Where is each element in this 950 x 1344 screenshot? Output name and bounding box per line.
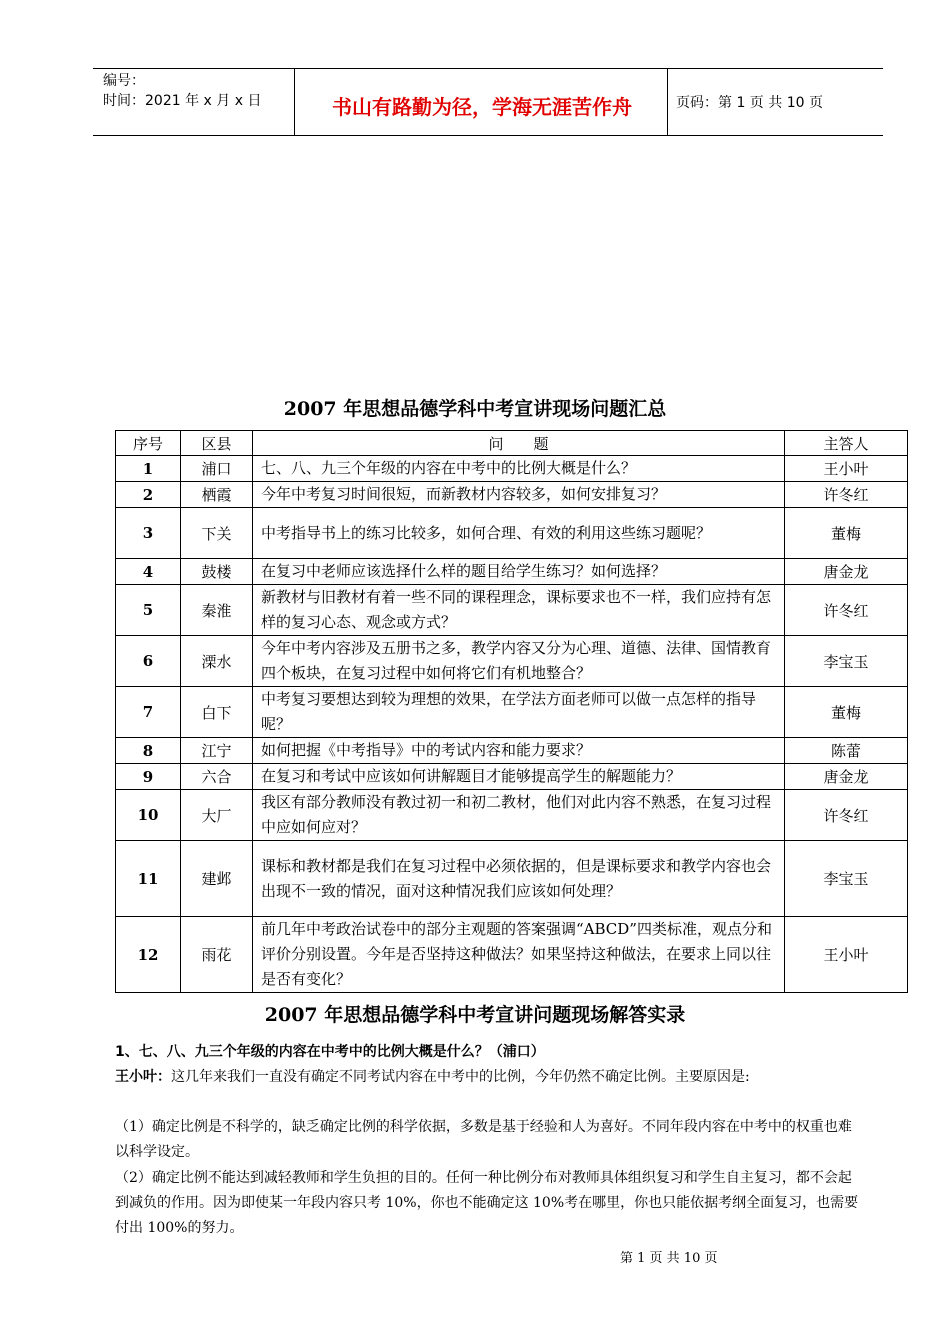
- row-district: 秦淮: [181, 585, 253, 636]
- row-district: 建邺: [181, 841, 253, 917]
- header-page-info: 页码：第 1 页 共 10 页: [676, 95, 823, 111]
- row-answerer: 王小叶: [785, 456, 908, 482]
- answer-paragraph: [115, 1065, 865, 1090]
- answer-paragraph: （2）确定比例不能达到减轻教师和学生负担的目的。任何一种比例分布对教师具体组织复习和学生自主复习，都不会起到减负的作用。因为即使某一年段内容只考 10%，你也不能确定这 10%考在哪里，你也只能依据考纲全面复习，也需要付出 100%的努力。: [115, 1170, 859, 1236]
- row-num: 9: [116, 764, 181, 790]
- table-row: [116, 764, 908, 790]
- table-row: [116, 790, 908, 841]
- table-row: [116, 482, 908, 508]
- row-question: 今年中考内容涉及五册书之多，教学内容又分为心理、道德、法律、国情教育四个板块，在复习过程中如何将它们有机地整合？: [253, 636, 785, 687]
- row-question: 课标和教材都是我们在复习过程中必须依据的，但是课标要求和教学内容也会出现不一致的情况，面对这种情况我们应该如何处理？: [253, 841, 785, 917]
- page-footer: 第 1 页 共 10 页: [620, 1251, 718, 1266]
- row-num: 2: [116, 482, 181, 508]
- row-district: 下关: [181, 508, 253, 559]
- row-district: 大厂: [181, 790, 253, 841]
- table-header-row: [116, 431, 908, 456]
- row-answerer: 许冬红: [785, 790, 908, 841]
- row-answerer: 董梅: [785, 508, 908, 559]
- row-question: 中考指导书上的练习比较多，如何合理、有效的利用这些练习题呢？: [253, 508, 785, 559]
- transcript-title: 2007 年思想品德学科中考宣讲问题现场解答实录: [264, 1004, 686, 1026]
- row-question: 我区有部分教师没有教过初一和初二教材，他们对此内容不熟悉，在复习过程中应如何应对？: [253, 790, 785, 841]
- row-question: 在复习和考试中应该如何讲解题目才能够提高学生的解题能力？: [253, 764, 785, 790]
- speaker-name: 王小叶：: [115, 1069, 171, 1085]
- header-motto: 书山有路勤为径，学海无涯苦作舟: [332, 95, 632, 119]
- header-num: 序号: [116, 431, 181, 456]
- row-num: 5: [116, 585, 181, 636]
- row-answerer: 唐金龙: [785, 764, 908, 790]
- answer-paragraph: （1）确定比例是不科学的，缺乏确定比例的科学依据，多数是基于经验和人为喜好。不同年段内容在中考中的权重也难以科学设定。: [115, 1119, 852, 1160]
- row-num: 4: [116, 559, 181, 585]
- row-answerer: 许冬红: [785, 585, 908, 636]
- row-answerer: 王小叶: [785, 917, 908, 993]
- header-meta: [103, 71, 261, 111]
- row-question: 在复习中老师应该选择什么样的题目给学生练习？如何选择？: [253, 559, 785, 585]
- row-question: 前几年中考政治试卷中的部分主观题的答案强调“ABCD”四类标准，观点分和评价分别设置。今年是否坚持这种做法？如果坚持这种做法，在要求上同以往是否有变化？: [253, 917, 785, 993]
- header-district: 区县: [181, 431, 253, 456]
- row-question: 七、八、九三个年级的内容在中考中的比例大概是什么？: [253, 456, 785, 482]
- row-answerer: 李宝玉: [785, 636, 908, 687]
- table-row: [116, 585, 908, 636]
- header-answerer: 主答人: [785, 431, 908, 456]
- row-district: 白下: [181, 687, 253, 738]
- number-label: 编号：: [103, 73, 145, 89]
- row-district: 六合: [181, 764, 253, 790]
- question-heading: 1、七、八、九三个年级的内容在中考中的比例大概是什么？（浦口）: [115, 1044, 545, 1060]
- row-district: 浦口: [181, 456, 253, 482]
- table-body: [116, 456, 908, 993]
- row-num: 6: [116, 636, 181, 687]
- questions-table: [115, 430, 908, 993]
- row-answerer: 唐金龙: [785, 559, 908, 585]
- row-answerer: 李宝玉: [785, 841, 908, 917]
- header-question: 问 题: [253, 431, 785, 456]
- row-district: 江宁: [181, 738, 253, 764]
- row-answerer: 许冬红: [785, 482, 908, 508]
- row-num: 10: [116, 790, 181, 841]
- header-bottom-rule: [93, 135, 883, 136]
- row-answerer: 陈蕾: [785, 738, 908, 764]
- row-question: 今年中考复习时间很短，而新教材内容较多，如何安排复习？: [253, 482, 785, 508]
- row-question: 中考复习要想达到较为理想的效果，在学法方面老师可以做一点怎样的指导呢？: [253, 687, 785, 738]
- row-num: 11: [116, 841, 181, 917]
- row-num: 3: [116, 508, 181, 559]
- row-question: 新教材与旧教材有着一些不同的课程理念，课标要求也不一样，我们应持有怎样的复习心态、观念或方式？: [253, 585, 785, 636]
- header-top-rule: [93, 68, 883, 69]
- table-row: [116, 456, 908, 482]
- table-row: [116, 738, 908, 764]
- row-answerer: 董梅: [785, 687, 908, 738]
- table-row: [116, 687, 908, 738]
- row-district: 鼓楼: [181, 559, 253, 585]
- row-num: 12: [116, 917, 181, 993]
- row-district: 栖霞: [181, 482, 253, 508]
- row-question: 如何把握《中考指导》中的考试内容和能力要求？: [253, 738, 785, 764]
- header-divider: [294, 68, 295, 135]
- table-row: [116, 841, 908, 917]
- row-num: 7: [116, 687, 181, 738]
- row-num: 1: [116, 456, 181, 482]
- answer-text: 这几年来我们一直没有确定不同考试内容在中考中的比例，今年仍然不确定比例。主要原因是:: [171, 1069, 750, 1085]
- summary-title: 2007 年思想品德学科中考宣讲现场问题汇总: [283, 398, 667, 420]
- table-row: [116, 508, 908, 559]
- table-row: [116, 559, 908, 585]
- row-district: 溧水: [181, 636, 253, 687]
- table-row: [116, 636, 908, 687]
- time-label: 时间：2021 年 x 月 x 日: [103, 93, 262, 109]
- row-district: 雨花: [181, 917, 253, 993]
- row-num: 8: [116, 738, 181, 764]
- table-row: [116, 917, 908, 993]
